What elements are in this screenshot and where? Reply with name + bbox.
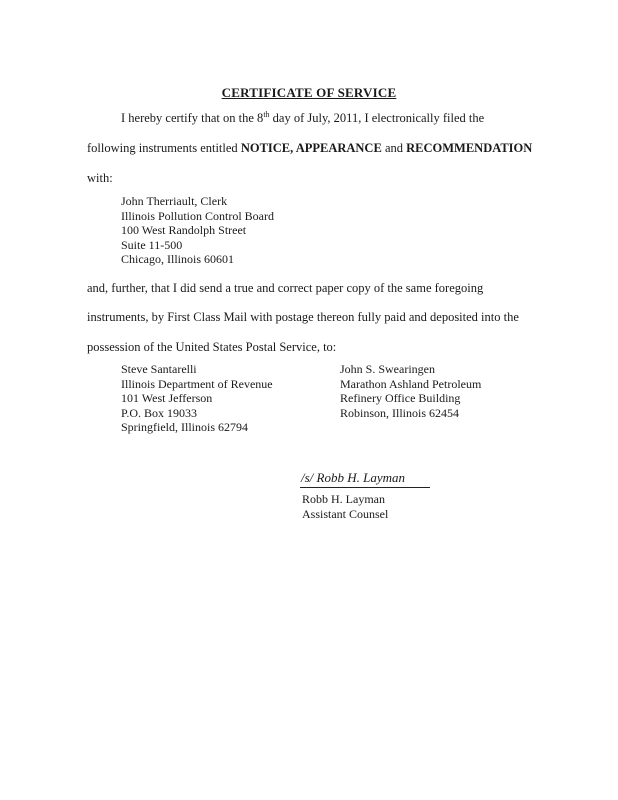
address-line: John S. Swearingen — [340, 362, 435, 376]
day-ordinal-suffix: th — [263, 109, 270, 119]
instruments-text: following instruments entitled — [87, 141, 241, 155]
address-line: Illinois Department of Revenue — [121, 376, 273, 391]
signer-name: Robb H. Layman — [302, 492, 385, 506]
signature-line — [300, 487, 430, 488]
document-title: CERTIFICATE OF SERVICE — [221, 85, 397, 100]
with-label: with: — [87, 171, 113, 185]
instruments-paragraph — [87, 141, 532, 155]
instrument-name-recommendation: RECOMMENDATION — [406, 141, 533, 155]
address-line: Chicago, Illinois 60601 — [121, 252, 234, 267]
certification-paragraph — [121, 111, 484, 125]
certification-text-start: I hereby certify that on the 8 — [121, 111, 264, 125]
instruments-and: and — [381, 141, 407, 155]
address-marathon — [340, 362, 481, 420]
signature: /s/ Robb H. Layman — [301, 470, 405, 485]
service-paragraph-line-1: and, further, that I did send a true and correct paper copy of the same foregoing — [87, 281, 484, 295]
address-clerk — [121, 194, 274, 267]
service-paragraph-line-2: instruments, by First Class Mail with postage thereon fully paid and deposited into the — [87, 310, 519, 324]
address-line: Robinson, Illinois 62454 — [340, 405, 460, 420]
certification-text-end: day of July, 2011, I electronically filed the — [269, 111, 485, 125]
address-line: Marathon Ashland Petroleum — [340, 376, 482, 391]
service-paragraph-line-3: possession of the United States Postal Service, to: — [87, 340, 337, 354]
address-line: Springfield, Illinois 62794 — [121, 420, 248, 435]
signer-block — [302, 492, 388, 521]
instrument-name-notice: NOTICE, APPEARANCE — [240, 141, 382, 155]
address-line: 100 West Randolph Street — [121, 223, 247, 238]
signer-title: Assistant Counsel — [302, 506, 389, 521]
address-line: John Therriault, Clerk — [121, 194, 228, 208]
address-revenue — [121, 362, 273, 435]
address-line: Steve Santarelli — [121, 362, 197, 376]
address-line: Suite 11-500 — [121, 237, 183, 252]
address-line: Illinois Pollution Control Board — [121, 208, 275, 223]
address-line: P.O. Box 19033 — [121, 405, 198, 420]
address-line: Refinery Office Building — [340, 391, 461, 406]
address-line: 101 West Jefferson — [121, 391, 213, 406]
